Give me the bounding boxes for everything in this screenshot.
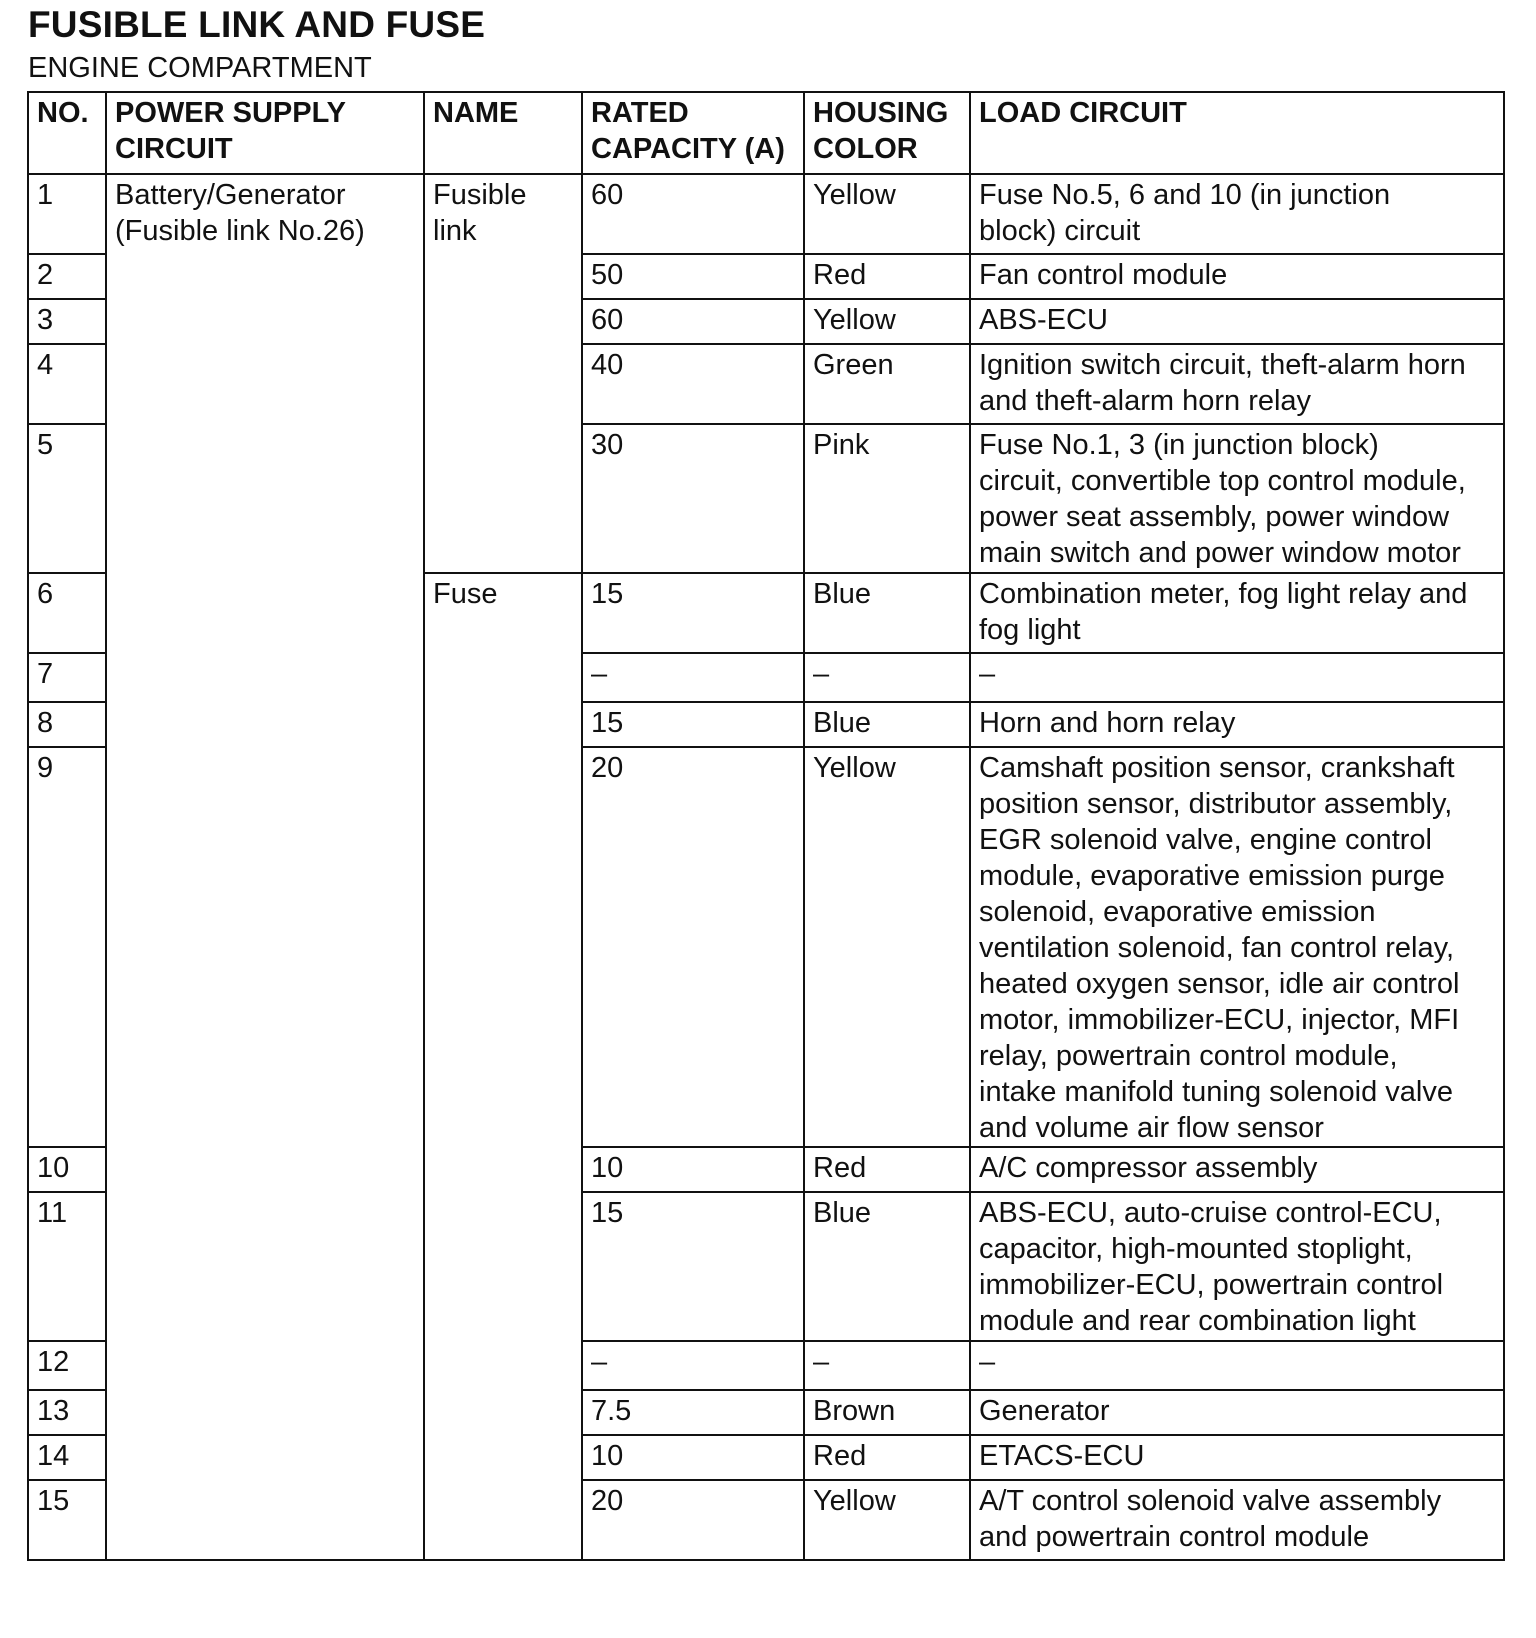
cell-load-circuit xyxy=(970,1480,1504,1560)
load-circuit-line: and volume air flow sensor xyxy=(979,1112,1324,1144)
cell-rated-capacity: 7.5 xyxy=(582,1390,804,1435)
load-circuit-line: position sensor, distributor assembly, xyxy=(979,788,1453,820)
cell-load-circuit xyxy=(970,1341,1504,1390)
load-circuit-line: power seat assembly, power window xyxy=(979,501,1450,533)
cell-housing-color: Blue xyxy=(804,702,970,747)
load-circuit-line: motor, immobilizer-ECU, injector, MFI xyxy=(979,1004,1460,1036)
load-circuit-line: Camshaft position sensor, crankshaft xyxy=(979,752,1455,784)
header-name-label: NAME xyxy=(433,97,519,129)
document-title: FUSIBLE LINK AND FUSE xyxy=(28,4,486,45)
cell-housing-color: Blue xyxy=(804,1192,970,1341)
table-row xyxy=(28,174,1504,254)
header-load-circuit-label: LOAD CIRCUIT xyxy=(979,97,1187,129)
load-circuit-line: and theft-alarm horn relay xyxy=(979,385,1312,417)
cell-no: 3 xyxy=(28,299,106,344)
cell-housing-color: – xyxy=(804,1341,970,1390)
cell-no: 1 xyxy=(28,174,106,254)
cell-housing-color: Yellow xyxy=(804,174,970,254)
cell-housing-color: Yellow xyxy=(804,747,970,1147)
cell-rated-capacity: 20 xyxy=(582,747,804,1147)
load-circuit-line: A/C compressor assembly xyxy=(979,1152,1318,1184)
fuse-table-body xyxy=(28,174,1504,1560)
load-circuit-line: ABS-ECU xyxy=(979,304,1108,336)
cell-load-circuit xyxy=(970,653,1504,702)
header-no xyxy=(28,92,106,174)
load-circuit-line: solenoid, evaporative emission xyxy=(979,896,1376,928)
cell-no: 8 xyxy=(28,702,106,747)
cell-housing-color: – xyxy=(804,653,970,702)
cell-name-fusible-link xyxy=(424,174,582,573)
load-circuit-line: Fuse No.1, 3 (in junction block) xyxy=(979,429,1379,461)
cell-housing-color: Yellow xyxy=(804,299,970,344)
cell-load-circuit xyxy=(970,299,1504,344)
header-housing-color-line2: COLOR xyxy=(813,133,918,165)
cell-no: 10 xyxy=(28,1147,106,1192)
name-fusible-link-line1: Fusible xyxy=(433,179,527,211)
load-circuit-line: intake manifold tuning solenoid valve xyxy=(979,1076,1453,1108)
cell-housing-color: Yellow xyxy=(804,1480,970,1560)
load-circuit-line: block) circuit xyxy=(979,215,1141,247)
header-rated-capacity xyxy=(582,92,804,174)
name-fusible-link-line2: link xyxy=(433,215,477,247)
load-circuit-line: capacitor, high-mounted stoplight, xyxy=(979,1233,1413,1265)
cell-load-circuit xyxy=(970,424,1504,573)
cell-load-circuit xyxy=(970,1435,1504,1480)
load-circuit-line: – xyxy=(979,658,996,690)
header-housing-color-line1: HOUSING xyxy=(813,97,949,129)
table-header-row xyxy=(28,92,1504,174)
power-supply-circuit-line2: (Fusible link No.26) xyxy=(115,215,365,247)
load-circuit-line: and powertrain control module xyxy=(979,1521,1370,1553)
cell-load-circuit xyxy=(970,573,1504,653)
cell-rated-capacity: 60 xyxy=(582,299,804,344)
cell-rated-capacity: – xyxy=(582,653,804,702)
cell-rated-capacity: 40 xyxy=(582,344,804,424)
power-supply-circuit-line1: Battery/Generator xyxy=(115,179,346,211)
header-power-supply-circuit xyxy=(106,92,424,174)
cell-housing-color: Pink xyxy=(804,424,970,573)
cell-rated-capacity: 15 xyxy=(582,702,804,747)
cell-housing-color: Red xyxy=(804,254,970,299)
cell-no: 7 xyxy=(28,653,106,702)
cell-load-circuit xyxy=(970,747,1504,1147)
load-circuit-line: ABS-ECU, auto-cruise control-ECU, xyxy=(979,1197,1442,1229)
cell-no: 5 xyxy=(28,424,106,573)
cell-no: 9 xyxy=(28,747,106,1147)
load-circuit-line: A/T control solenoid valve assembly xyxy=(979,1485,1442,1517)
load-circuit-line: Combination meter, fog light relay and xyxy=(979,578,1468,610)
header-name xyxy=(424,92,582,174)
cell-load-circuit xyxy=(970,174,1504,254)
cell-no: 6 xyxy=(28,573,106,653)
load-circuit-line: relay, powertrain control module, xyxy=(979,1040,1398,1072)
cell-power-supply-circuit xyxy=(106,174,424,1560)
load-circuit-line: fog light xyxy=(979,614,1081,646)
name-fuse-label: Fuse xyxy=(433,578,498,610)
header-load-circuit xyxy=(970,92,1504,174)
cell-rated-capacity: 60 xyxy=(582,174,804,254)
load-circuit-line: Fuse No.5, 6 and 10 (in junction xyxy=(979,179,1391,211)
load-circuit-line: heated oxygen sensor, idle air control xyxy=(979,968,1460,1000)
load-circuit-line: ETACS-ECU xyxy=(979,1440,1145,1472)
load-circuit-line: module and rear combination light xyxy=(979,1305,1416,1337)
cell-rated-capacity: 10 xyxy=(582,1147,804,1192)
load-circuit-line: Generator xyxy=(979,1395,1110,1427)
cell-no: 14 xyxy=(28,1435,106,1480)
header-rated-capacity-line1: RATED xyxy=(591,97,689,129)
header-power-supply-circuit-line2: CIRCUIT xyxy=(115,133,233,165)
load-circuit-line: immobilizer-ECU, powertrain control xyxy=(979,1269,1444,1301)
load-circuit-line: EGR solenoid valve, engine control xyxy=(979,824,1432,856)
header-power-supply-circuit-line1: POWER SUPPLY xyxy=(115,97,346,129)
header-housing-color xyxy=(804,92,970,174)
cell-load-circuit xyxy=(970,702,1504,747)
cell-rated-capacity: – xyxy=(582,1341,804,1390)
cell-rated-capacity: 30 xyxy=(582,424,804,573)
header-no-label: NO. xyxy=(37,97,89,129)
cell-load-circuit xyxy=(970,1147,1504,1192)
fuse-table xyxy=(27,91,1505,1561)
cell-rated-capacity: 15 xyxy=(582,573,804,653)
cell-load-circuit xyxy=(970,254,1504,299)
load-circuit-line: Horn and horn relay xyxy=(979,707,1236,739)
cell-housing-color: Red xyxy=(804,1147,970,1192)
cell-rated-capacity: 20 xyxy=(582,1480,804,1560)
cell-no: 2 xyxy=(28,254,106,299)
cell-rated-capacity: 50 xyxy=(582,254,804,299)
cell-rated-capacity: 15 xyxy=(582,1192,804,1341)
document-subtitle: ENGINE COMPARTMENT xyxy=(28,52,372,84)
cell-housing-color: Red xyxy=(804,1435,970,1480)
cell-housing-color: Blue xyxy=(804,573,970,653)
cell-rated-capacity: 10 xyxy=(582,1435,804,1480)
load-circuit-line: – xyxy=(979,1346,996,1378)
load-circuit-line: main switch and power window motor xyxy=(979,537,1461,569)
cell-housing-color: Brown xyxy=(804,1390,970,1435)
load-circuit-line: module, evaporative emission purge xyxy=(979,860,1445,892)
cell-no: 4 xyxy=(28,344,106,424)
cell-name-fuse xyxy=(424,573,582,1560)
cell-no: 13 xyxy=(28,1390,106,1435)
load-circuit-line: Ignition switch circuit, theft-alarm horn xyxy=(979,349,1466,381)
cell-no: 12 xyxy=(28,1341,106,1390)
cell-housing-color: Green xyxy=(804,344,970,424)
load-circuit-line: Fan control module xyxy=(979,259,1228,291)
load-circuit-line: circuit, convertible top control module, xyxy=(979,465,1466,497)
load-circuit-line: ventilation solenoid, fan control relay, xyxy=(979,932,1455,964)
cell-load-circuit xyxy=(970,1390,1504,1435)
header-rated-capacity-line2: CAPACITY (A) xyxy=(591,133,785,165)
cell-load-circuit xyxy=(970,344,1504,424)
cell-load-circuit xyxy=(970,1192,1504,1341)
cell-no: 15 xyxy=(28,1480,106,1560)
cell-no: 11 xyxy=(28,1192,106,1341)
